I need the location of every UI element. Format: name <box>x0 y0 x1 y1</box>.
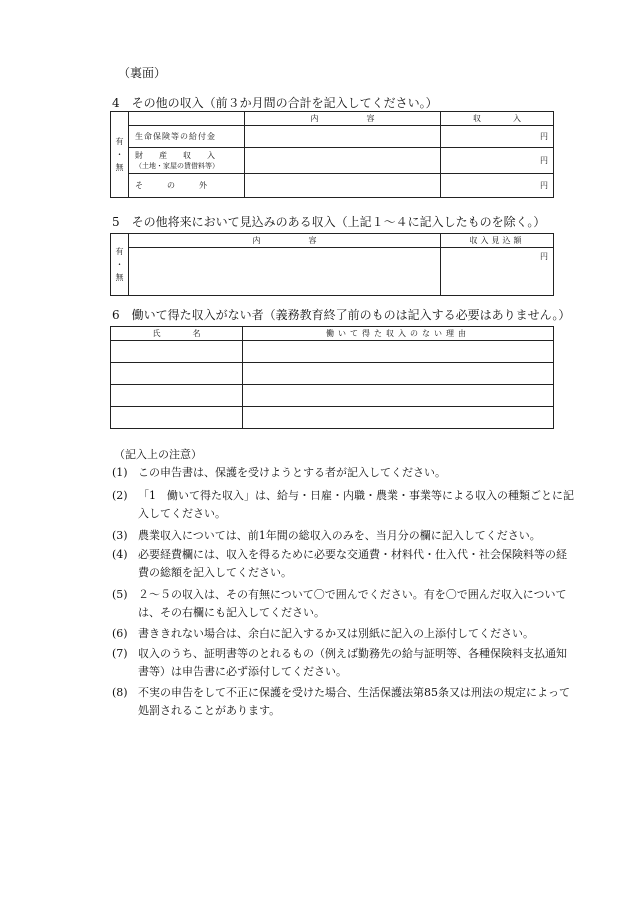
row-label-property: 財 産 収 入 （土地・家屋の賃借料等） <box>129 148 245 174</box>
name-cell[interactable] <box>111 341 243 363</box>
page-label: （裏面） <box>118 66 167 80</box>
note-text: ２～５の収入は、その有無について〇で囲んでください。有を〇で囲んだ収入については、その右欄にも記入してください。 <box>138 588 567 619</box>
table-row <box>111 385 554 407</box>
section5-header-content: 内 容 <box>129 234 441 248</box>
note-number: (6) <box>112 627 128 640</box>
note-number: (5) <box>112 588 128 601</box>
note-text: 必要経費欄には、収入を得るために必要な交通費・材料代・仕入代・社会保険料等の経費の総額を記入してください。 <box>138 548 567 579</box>
income-cell[interactable]: 円 <box>441 148 554 174</box>
content-cell[interactable] <box>245 174 441 198</box>
expected-income-cell[interactable]: 円 <box>441 248 554 296</box>
row-label-other: そ の 外 <box>129 174 245 198</box>
section5-header-expected: 収入見込額 <box>441 234 554 248</box>
note-number: (3) <box>112 529 128 542</box>
income-cell[interactable]: 円 <box>441 174 554 198</box>
table-row <box>111 363 554 385</box>
note-number: (1) <box>112 466 128 479</box>
row-label-insurance: 生命保険等の給付金 <box>129 126 245 148</box>
note-number: (7) <box>112 647 128 660</box>
note-number: (4) <box>112 548 128 561</box>
note-text: 農業収入については、前1年間の総収入のみを、当月分の欄に記入してください。 <box>138 529 541 542</box>
table-row <box>111 407 554 429</box>
reason-cell[interactable] <box>243 407 554 429</box>
note-text: この申告書は、保護を受けようとする者が記入してください。 <box>138 466 446 479</box>
table-row <box>111 248 554 296</box>
note-item <box>112 684 574 720</box>
income-cell[interactable]: 円 <box>441 126 554 148</box>
note-text: 「1 働いて得た収入」は、給与・日雇・内職・農業・事業等による収入の種類ごとに記入してください。 <box>138 489 574 520</box>
note-number: (8) <box>112 686 128 699</box>
section6-header-name: 氏 名 <box>111 327 243 341</box>
section6-header-reason: 働いて得た収入のない理由 <box>243 327 554 341</box>
section4-header-content: 内 容 <box>245 112 441 126</box>
name-cell[interactable] <box>111 385 243 407</box>
note-item <box>112 487 574 523</box>
section4-header-income: 収 入 <box>441 112 554 126</box>
section5-title: 5 その他将来において見込みのある収入（上記１～４に記入したものを除く。） <box>112 215 546 229</box>
note-number: (2) <box>112 489 128 502</box>
reason-cell[interactable] <box>243 341 554 363</box>
content-cell[interactable] <box>245 126 441 148</box>
table-row <box>111 148 554 174</box>
content-cell[interactable] <box>129 248 441 296</box>
note-item <box>112 546 574 582</box>
section4-side-label: 有 ・ 無 <box>111 112 129 198</box>
note-item <box>112 464 574 482</box>
reason-cell[interactable] <box>243 385 554 407</box>
section6-table <box>110 326 554 429</box>
name-cell[interactable] <box>111 407 243 429</box>
section5-side-label: 有 ・ 無 <box>111 234 129 296</box>
section5-table <box>110 233 554 296</box>
note-text: 収入のうち、証明書等のとれるもの（例えば勤務先の給与証明等、各種保険料支払通知書等）は申告書に必ず添付してください。 <box>138 647 567 678</box>
notes-title: （記入上の注意） <box>114 448 202 461</box>
note-item <box>112 527 574 545</box>
name-cell[interactable] <box>111 363 243 385</box>
reason-cell[interactable] <box>243 363 554 385</box>
note-text: 不実の申告をして不正に保護を受けた場合、生活保護法第85条又は刑法の規定によって処罰されることがあります。 <box>138 686 570 717</box>
row-sublabel-property: （土地・家屋の賃借料等） <box>135 161 219 170</box>
table-row <box>111 126 554 148</box>
note-item <box>112 586 574 622</box>
note-item <box>112 645 574 681</box>
table-row <box>111 174 554 198</box>
section6-title: 6 働いて得た収入がない者（義務教育終了前のものは記入する必要はありません。） <box>112 308 571 322</box>
note-text: 書ききれない場合は、余白に記入するか又は別紙に記入の上添付してください。 <box>138 627 534 640</box>
table-row <box>111 341 554 363</box>
content-cell[interactable] <box>245 148 441 174</box>
section4-title: 4 その他の収入（前３か月間の合計を記入してください。） <box>112 96 438 110</box>
section4-table <box>110 111 554 198</box>
note-item <box>112 625 574 643</box>
